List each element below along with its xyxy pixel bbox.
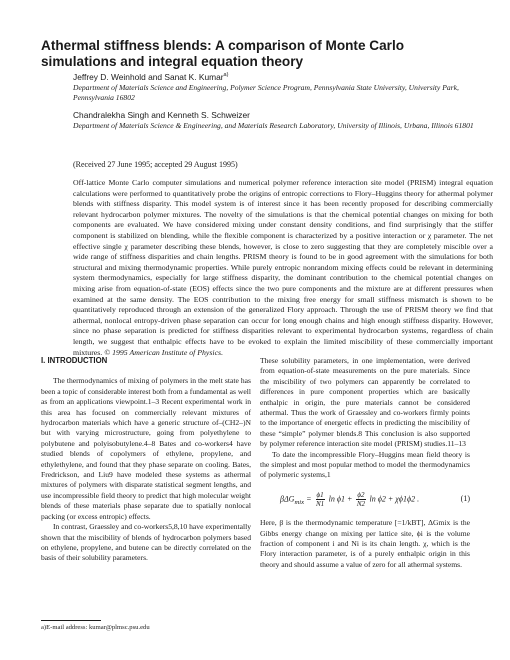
intro-paragraph-2: In contrast, Graessley and co-workers5,8,10 have experimentally shown that the miscibility of blends of hydrocarbon polymers based on ethylene, propylene, and butene can be directly correlated on the basis of their solubility parameters. [41,522,251,563]
equation-fraction-2 [356,491,365,508]
affiliation-2: Department of Materials Science & Engineering, and Materials Research Laboratory, University of Illinois, Urbana, Illinois 61801 [73,121,474,130]
left-column [41,356,251,564]
equation-1 [260,491,470,508]
intro-paragraph-1: The thermodynamics of mixing of polymers in the melt state has been a topic of considerable interest both from a fundamental as well as from an applications viewpoint.1–3 Recent experimental work in this area has focused on commercially relevant mixtures of hydrocarbon materials which have a generic structure of–(CH2–)N but with varying microstructure, going from polyethylene to polybutene and polyisobutylene.4–8 Bates and co-workers4 have studied blends of copolymers of ethylene, propylene, and ethylethylene, and found that they phase separate on cooling. Bates, Fredrickson, and Liu9 have modeled these systems as athermal mixtures of polymers with disparate statistical segment lengths, and use incompressible field theory to predict that high molecular weight blends of these materials phase separate due to spatially nonlocal packing (or excess entropic) effects. [41,376,251,521]
author-line-2: Chandralekha Singh and Kenneth S. Schweizer [73,110,250,120]
equation-fraction-2-den: N2 [356,499,366,508]
intro-paragraph-5: Here, β is the thermodynamic temperature [=1/kBT], ΔGmix is the Gibbs energy change on mixing per lattice site, ϕi is the volume fraction of component i and Ni is its chain length. χ, which is the Flory interaction parameter, is of a purely enthalpic origin in this theory and should assume a value of zero for all athermal systems. [260,518,470,569]
equation-number: (1) [460,494,470,504]
equation-fraction-1-den: N1 [315,499,325,508]
received-dates: (Received 27 June 1995; accepted 29 August 1995) [73,160,238,169]
intro-paragraph-3: These solubility parameters, in one implementation, were derived from equation-of-state measurements on the pure materials. Since the miscibility of two polymers can apparently be correlated to differences in pure component properties which are basically enthalpic in origin, the pure materials cannot be considered athermal. Thus the work of Graessley and co-workers firmly points to the importance of energetic effects in predicting the miscibility of these “simple” polymer blends.8 This conclusion is also supported by polymer reference interaction site model (PRISM) studies.11–13 [260,356,470,449]
equation-middle: ln ϕ1 + [328,494,353,504]
equation-tail: ln ϕ2 + χϕ1ϕ2 . [369,494,420,504]
paper-title: Athermal stiffness blends: A comparison of Monte Carlo simulations and integral equation theory [41,38,405,69]
author-footnote-marker: a) [223,72,229,79]
footnote-divider [41,620,101,621]
affiliation-1: Department of Materials Science and Engineering, Polymer Science Program, Pennsylvania State University, University Park, Pennsylvania 16802 [73,83,459,102]
equation-fraction-1 [316,491,325,508]
right-column [260,356,470,570]
abstract-text: Off-lattice Monte Carlo computer simulations and numerical polymer reference interaction site model (PRISM) integral equation calculations were performed to quantitatively probe the origins of entropic corrections to Flory–Huggins theory for athermal polymer blends with stiffness disparity. This model system is of interest since it has been recently proposed for describing commercially relevant hydrocarbon polymer mixtures. The novelty of the simulations is that the chemical potential changes on mixing for both components are evaluated. We have considered mixing under constant density conditions, and find surprisingly that the stiffer component is stabilized on blending, while the flexible component is characterized by a positive interaction or χ parameter. The net effective single χ parameter describing these blends, however, is close to zero suggesting that they are completely miscible over a wide range of stiffness disparities and chain lengths. PRISM theory is found to be in good agreement with the simulations for both structural and mixing thermodynamic properties. While purely entropic nonrandom mixing effects could be relevant in determining system thermodynamics, especially for large stiffness disparity, the dominant contribution to the chemical potential changes on mixing arise from equation-of-state (EOS) effects since the two pure components and the mixture are at different pressures when examined at the same density. The EOS contribution to the mixing free energy for small stiffness mismatch is shown to be quantitatively reproduced through an extension of the generalized Flory approach. Through the use of PRISM theory we find that athermal, nonlocal entropy-driven phase separation can occur for long enough chains and high enough stiffness disparity. However, since no phase separation is predicted for stiffness disparities relevant to experimental hydrocarbon systems, regardless of chain length, we suggest that enthalpic effects have to be evoked to explain the limited miscibility of these commercially important mixtures. [73,178,493,357]
section-heading: I. INTRODUCTION [41,356,108,365]
equation-fraction-2-num: ϕ2 [357,490,365,499]
footnote: a)E-mail address: kumar@plmsc.psu.edu [41,624,150,631]
abstract-copyright: © 1995 American Institute of Physics. [104,347,224,357]
intro-paragraph-4: To date the incompressible Flory–Huggins mean field theory is the simplest and most popular method to model the thermodynamics of polymeric systems,1 [260,449,470,480]
equation-lhs: βΔG [280,494,295,504]
equation-lhs-sub: mix [294,498,305,506]
equation-fraction-1-num: ϕ1 [316,490,324,499]
equation-body: βΔG$_{mix}$ = $\frac{\phi 1}{N1}$ ln ϕ1 + $\frac{\phi 2}{N2}$ ln ϕ2 + χϕ1ϕ2 . [280,490,420,508]
author-names-1: Jeffrey D. Weinhold and Sanat K. Kumar [73,72,224,82]
author-line-1 [73,72,493,82]
abstract [73,178,493,358]
